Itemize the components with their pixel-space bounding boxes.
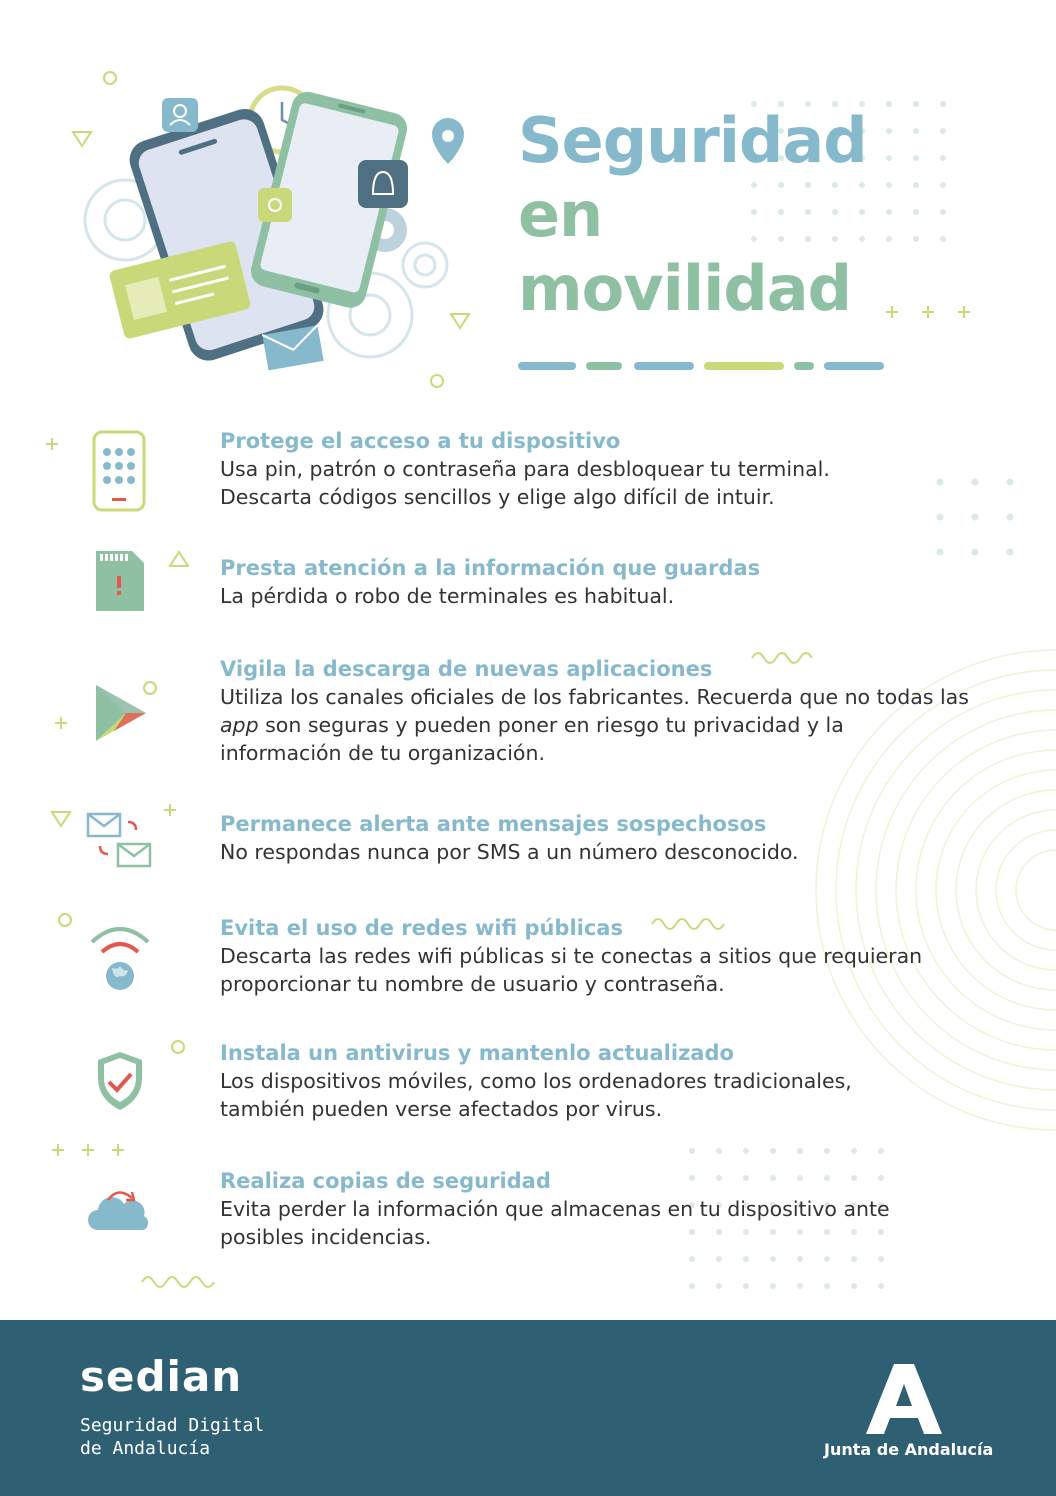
dash-1 (518, 362, 576, 370)
sedian-subtitle (80, 1414, 264, 1460)
tip-body: La pérdida o robo de terminales es habitual. (220, 584, 675, 608)
tip-heading: Presta atención a la información que guardas (220, 556, 761, 580)
title-line-3: movilidad (518, 252, 851, 325)
tip-body: Los dispositivos móviles, como los ordenadores tradicionales, también pueden verse afectados por virus. (220, 1069, 852, 1121)
tip-body: No respondas nunca por SMS a un número desconocido. (220, 840, 799, 864)
page-title (518, 104, 867, 326)
dash-2 (586, 362, 622, 370)
hero-phones-illustration (70, 80, 470, 380)
tip-stored-information (220, 554, 990, 610)
tip-app-downloads (220, 655, 990, 767)
sedian-logo: sedian (80, 1352, 243, 1401)
dash-4 (704, 362, 784, 370)
tip-protect-access (220, 427, 990, 511)
sd-card-icon (94, 549, 146, 613)
tip-heading: Realiza copias de seguridad (220, 1169, 551, 1193)
tip-body-emphasis: app (220, 713, 259, 737)
cloud-backup-icon (88, 1186, 150, 1232)
tip-body: Descarta las redes wifi públicas si te conectas a sitios que requieran proporcionar tu nombre de usuario y contraseña. (220, 944, 923, 996)
tip-body-after: son seguras y pueden poner en riesgo tu privacidad y la información de tu organización. (220, 713, 844, 765)
app-store-play-icon (94, 683, 148, 743)
dash-6 (824, 362, 884, 370)
tip-public-wifi (220, 914, 990, 998)
tip-heading: Vigila la descarga de nuevas aplicaciones (220, 657, 713, 681)
tip-body: Usa pin, patrón o contraseña para desbloquear tu terminal. Descarta códigos sencillos y elige algo difícil de intuir. (220, 457, 830, 509)
subtitle-line-2: de Andalucía (80, 1438, 211, 1459)
keypad-phone-icon (92, 430, 148, 514)
tip-body (220, 683, 970, 767)
junta-andalucia-logo-icon (864, 1362, 944, 1436)
footer-bar (0, 1320, 1056, 1496)
dash-5 (794, 362, 814, 370)
tip-heading: Instala un antivirus y mantenlo actualizado (220, 1041, 734, 1065)
tip-body-before: Utiliza los canales oficiales de los fabricantes. Recuerda que no todas las (220, 685, 969, 709)
tip-heading: Evita el uso de redes wifi públicas (220, 916, 623, 940)
title-line-2: en (518, 178, 603, 251)
tip-heading: Protege el acceso a tu dispositivo (220, 429, 621, 453)
subtitle-line-1: Seguridad Digital (80, 1415, 265, 1436)
title-line-1: Seguridad (518, 104, 867, 177)
tip-heading: Permanece alerta ante mensajes sospechosos (220, 812, 767, 836)
dash-3 (634, 362, 694, 370)
tip-suspicious-messages (220, 810, 990, 866)
tip-backups (220, 1167, 990, 1251)
envelope-exchange-icon (86, 812, 154, 870)
tip-antivirus (220, 1039, 990, 1123)
shield-check-icon (94, 1050, 146, 1112)
tip-body: Evita perder la información que almacenas en tu dispositivo ante posibles incidencias. (220, 1197, 890, 1249)
junta-andalucia-label: Junta de Andalucía (824, 1440, 994, 1459)
wifi-globe-icon (90, 922, 150, 992)
